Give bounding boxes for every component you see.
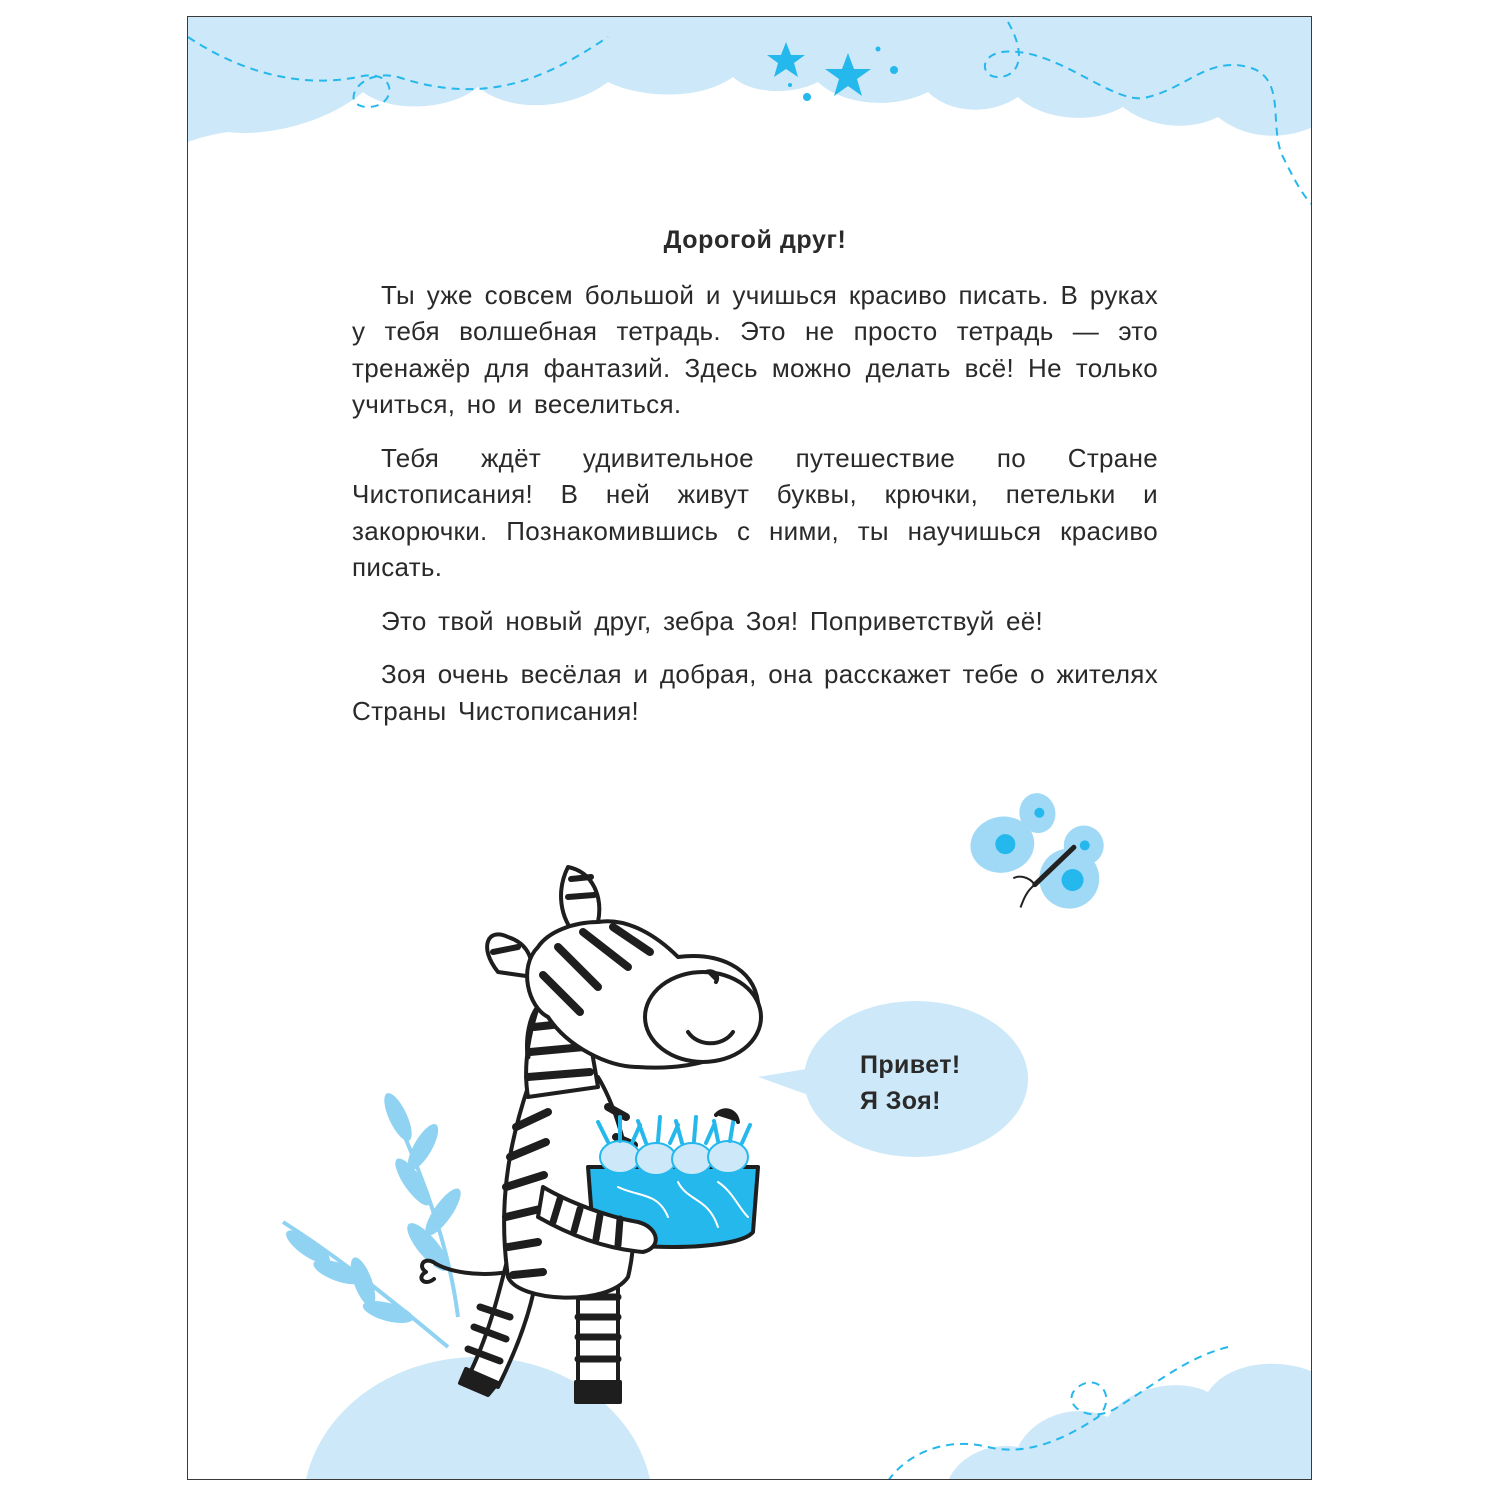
- letter-paragraph-4: Зоя очень весёлая и добрая, она расскажет тебе о жителях Страны Чистописания!: [352, 659, 1158, 726]
- letter-greeting: Дорогой друг!: [663, 226, 847, 254]
- speech-bubble-text: [860, 1047, 1010, 1119]
- zebra-illustration: [421, 867, 761, 1402]
- letter-paragraph-3: Это твой новый друг, зебра Зоя! Поприветствуй её!: [381, 605, 1043, 636]
- letter-text: [352, 222, 1158, 746]
- book-page: [187, 16, 1312, 1480]
- top-cloud: [188, 17, 1312, 142]
- letter-paragraph-1: Ты уже совсем большой и учишься красиво писать. В руках у тебя волшебная тетрадь. Это не просто тетрадь — это тренажёр для фантазий. Здесь можно делать всё! Не только учиться, но и веселиться.: [352, 279, 1158, 419]
- bottom-cloud: [948, 1364, 1312, 1480]
- letter-paragraph-2: Тебя ждёт удивительное путешествие по Стране Чистописания! В ней живут буквы, крючки, петельки и закорючки. Познакомившись с ними, ты научишься красиво писать.: [352, 442, 1158, 582]
- leaves: [282, 1090, 467, 1347]
- butterfly-icon: [963, 783, 1114, 924]
- speech-line-2: Я Зоя!: [860, 1087, 941, 1115]
- speech-line-1: Привет!: [860, 1051, 961, 1079]
